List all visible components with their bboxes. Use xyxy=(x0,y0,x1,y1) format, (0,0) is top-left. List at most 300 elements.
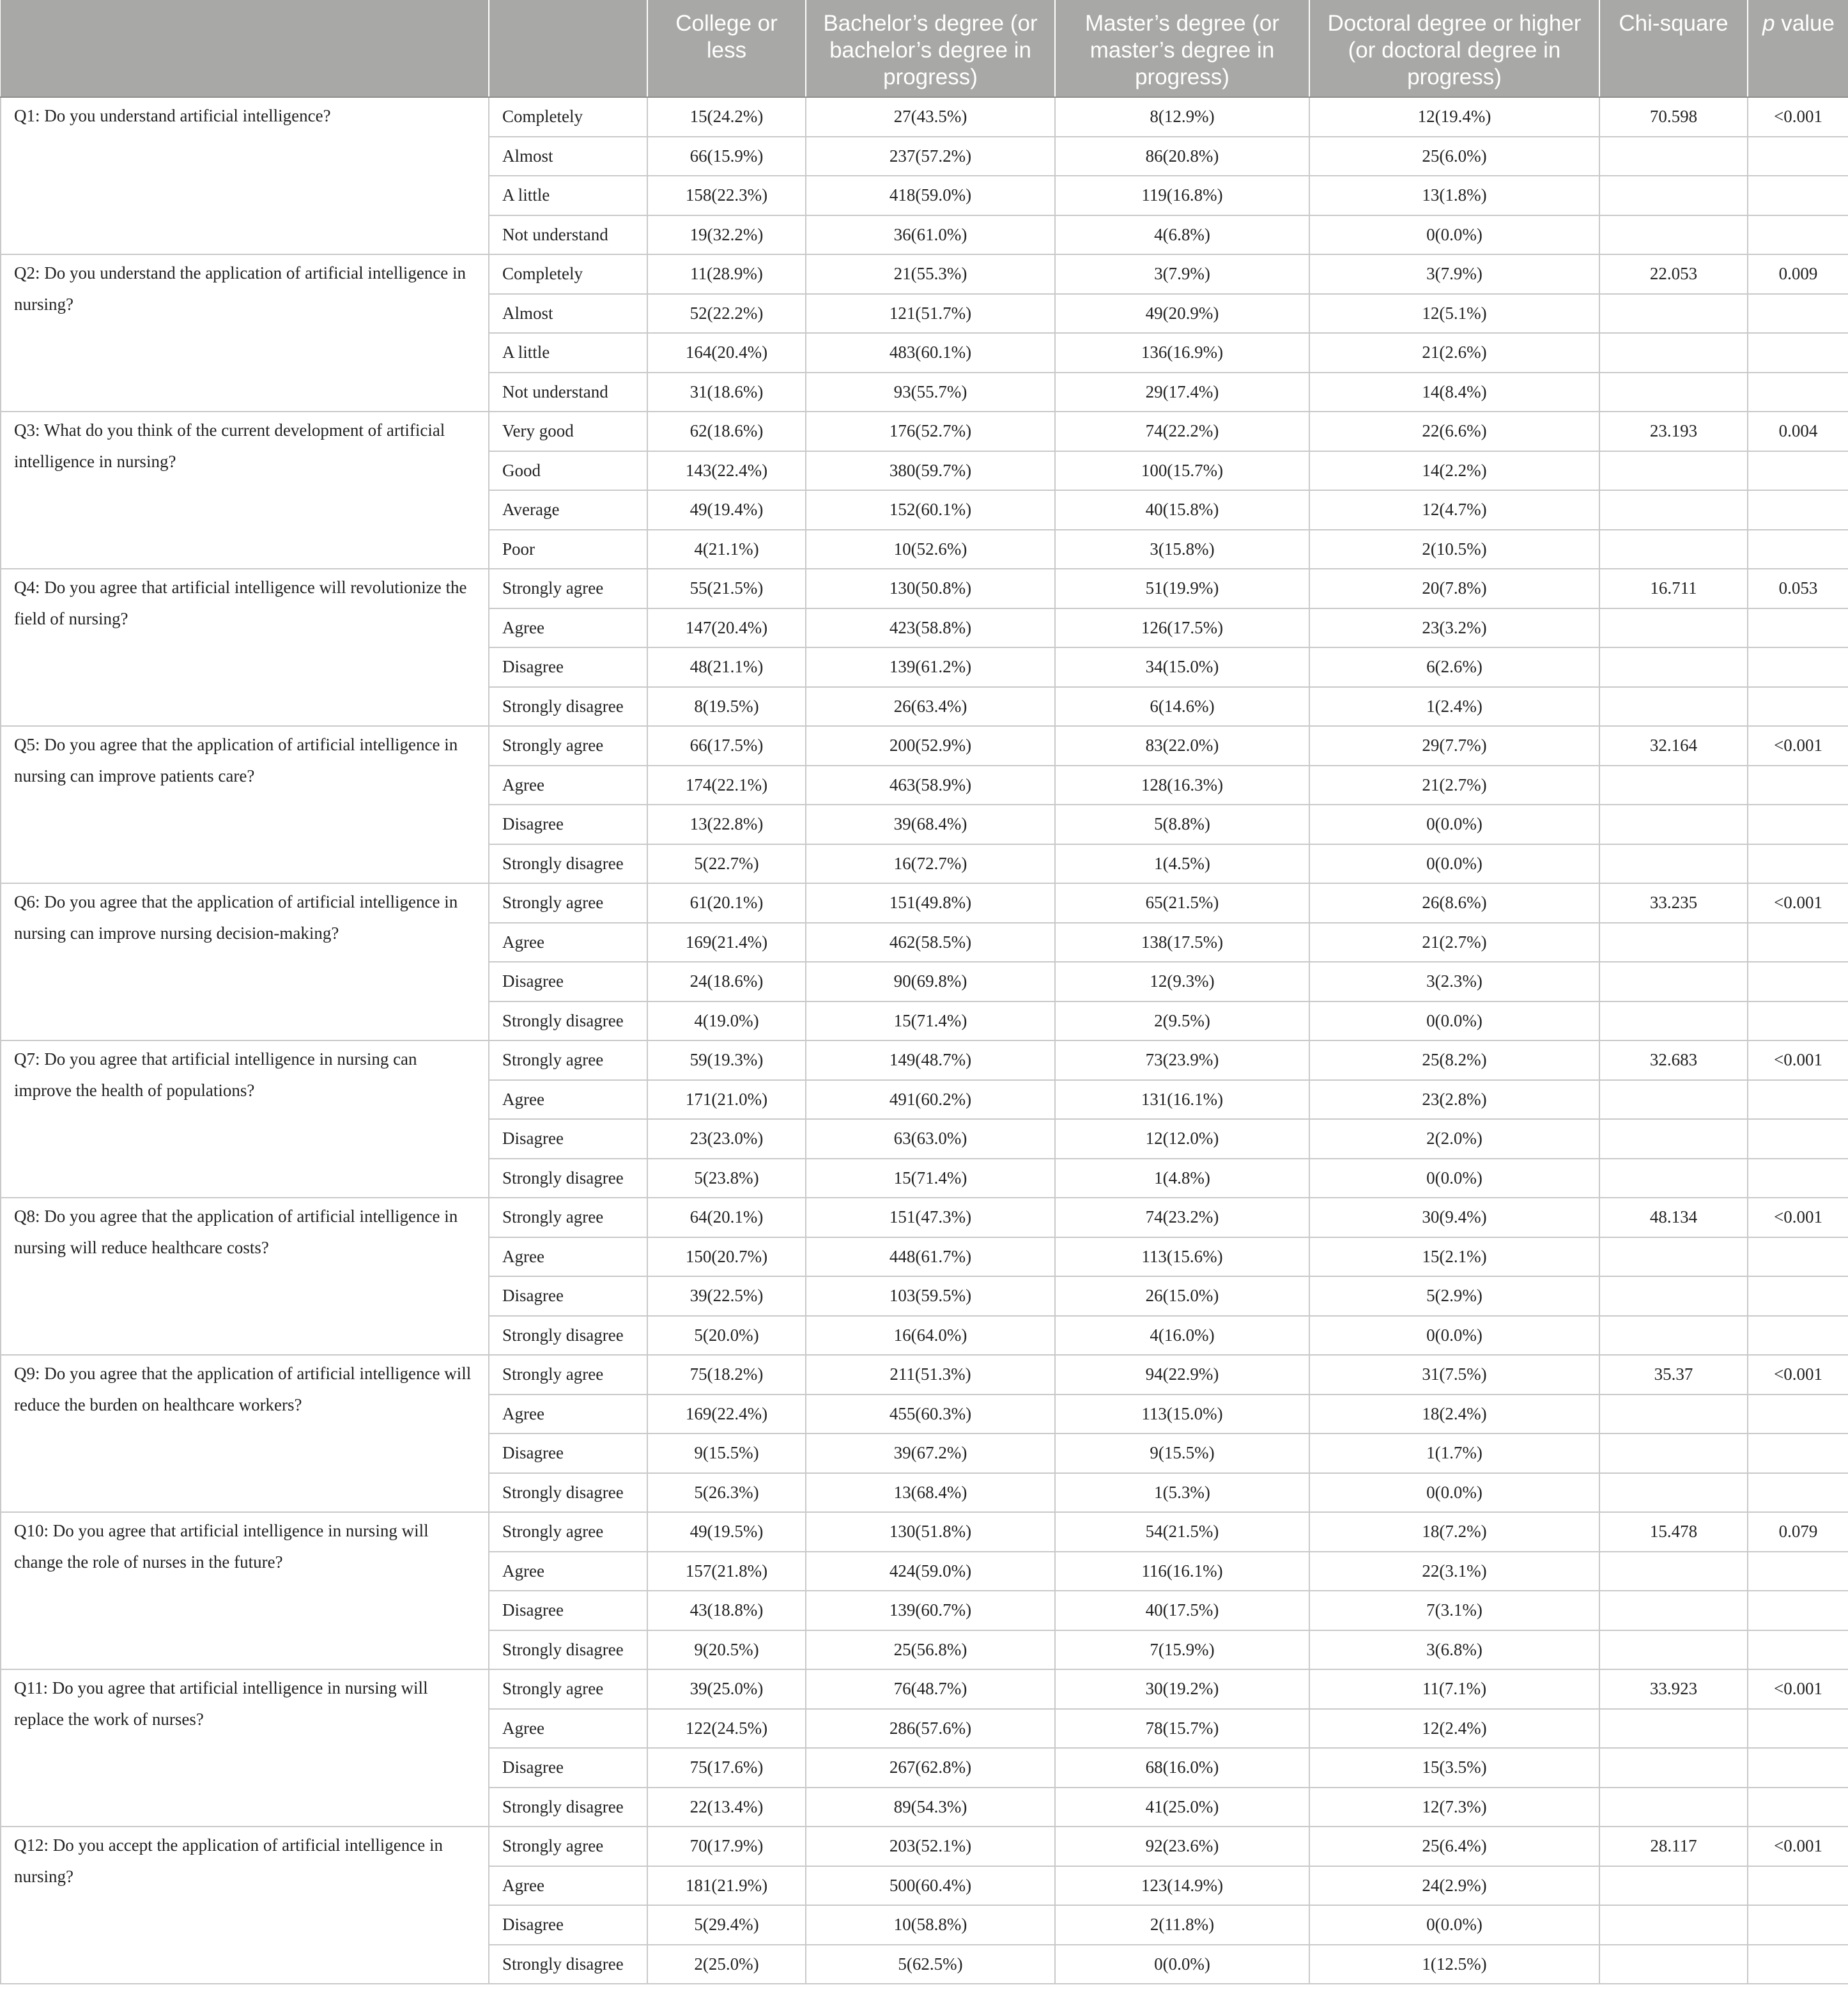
cell-college: 19(32.2%) xyxy=(647,215,806,255)
option-label: Completely xyxy=(489,97,647,137)
cell-master: 100(15.7%) xyxy=(1055,451,1309,491)
cell-chi-square: 32.164 xyxy=(1599,726,1748,766)
cell-chi-square: 33.235 xyxy=(1599,883,1748,923)
cell-college: 158(22.3%) xyxy=(647,176,806,215)
cell-bachelor: 90(69.8%) xyxy=(806,962,1055,1001)
cell-doctoral: 6(2.6%) xyxy=(1309,647,1599,687)
option-label: Not understand xyxy=(489,373,647,412)
cell-doctoral: 0(0.0%) xyxy=(1309,1159,1599,1198)
option-label: Strongly disagree xyxy=(489,1630,647,1670)
cell-p-value xyxy=(1748,1119,1848,1159)
cell-bachelor: 152(60.1%) xyxy=(806,490,1055,530)
cell-doctoral: 13(1.8%) xyxy=(1309,176,1599,215)
cell-chi-square xyxy=(1599,490,1748,530)
cell-doctoral: 24(2.9%) xyxy=(1309,1866,1599,1906)
cell-doctoral: 23(2.8%) xyxy=(1309,1080,1599,1120)
cell-master: 3(15.8%) xyxy=(1055,530,1309,569)
option-label: Strongly disagree xyxy=(489,1316,647,1356)
cell-doctoral: 0(0.0%) xyxy=(1309,844,1599,884)
cell-p-value xyxy=(1748,1905,1848,1945)
cell-college: 49(19.5%) xyxy=(647,1512,806,1552)
cell-master: 49(20.9%) xyxy=(1055,294,1309,334)
cell-doctoral: 12(4.7%) xyxy=(1309,490,1599,530)
cell-college: 164(20.4%) xyxy=(647,333,806,373)
cell-college: 4(21.1%) xyxy=(647,530,806,569)
cell-chi-square: 35.37 xyxy=(1599,1355,1748,1395)
option-label: Strongly agree xyxy=(489,883,647,923)
cell-college: 52(22.2%) xyxy=(647,294,806,334)
cell-master: 128(16.3%) xyxy=(1055,766,1309,805)
cell-doctoral: 26(8.6%) xyxy=(1309,883,1599,923)
cell-college: 5(26.3%) xyxy=(647,1473,806,1513)
option-label: Agree xyxy=(489,1237,647,1277)
cell-doctoral: 14(2.2%) xyxy=(1309,451,1599,491)
cell-college: 11(28.9%) xyxy=(647,254,806,294)
cell-bachelor: 151(47.3%) xyxy=(806,1198,1055,1237)
cell-master: 26(15.0%) xyxy=(1055,1276,1309,1316)
option-label: Strongly agree xyxy=(489,726,647,766)
cell-bachelor: 27(43.5%) xyxy=(806,97,1055,137)
cell-doctoral: 20(7.8%) xyxy=(1309,569,1599,608)
cell-chi-square xyxy=(1599,176,1748,215)
table-row xyxy=(1,254,1848,294)
cell-bachelor: 491(60.2%) xyxy=(806,1080,1055,1120)
cell-chi-square: 16.711 xyxy=(1599,569,1748,608)
cell-chi-square xyxy=(1599,1709,1748,1749)
cell-bachelor: 93(55.7%) xyxy=(806,373,1055,412)
cell-college: 2(25.0%) xyxy=(647,1945,806,1984)
cell-chi-square xyxy=(1599,1080,1748,1120)
option-label: Strongly disagree xyxy=(489,1788,647,1827)
cell-college: 143(22.4%) xyxy=(647,451,806,491)
cell-p-value xyxy=(1748,1080,1848,1120)
cell-doctoral: 3(6.8%) xyxy=(1309,1630,1599,1670)
option-label: Strongly disagree xyxy=(489,1945,647,1984)
cell-doctoral: 15(3.5%) xyxy=(1309,1748,1599,1788)
table-row xyxy=(1,569,1848,608)
cell-chi-square xyxy=(1599,1905,1748,1945)
cell-p-value: <0.001 xyxy=(1748,1040,1848,1080)
cell-chi-square xyxy=(1599,1473,1748,1513)
cell-chi-square xyxy=(1599,1434,1748,1473)
cell-master: 12(12.0%) xyxy=(1055,1119,1309,1159)
option-label: A little xyxy=(489,333,647,373)
cell-college: 39(22.5%) xyxy=(647,1276,806,1316)
option-label: Disagree xyxy=(489,1905,647,1945)
cell-p-value xyxy=(1748,844,1848,884)
cell-chi-square xyxy=(1599,333,1748,373)
cell-master: 86(20.8%) xyxy=(1055,137,1309,176)
cell-chi-square: 32.683 xyxy=(1599,1040,1748,1080)
cell-chi-square xyxy=(1599,1630,1748,1670)
question-text: Q9: Do you agree that the application of artificial intelligence will reduce the burden on healthcare workers? xyxy=(1,1355,489,1512)
cell-college: 59(19.3%) xyxy=(647,1040,806,1080)
option-label: Agree xyxy=(489,1709,647,1749)
cell-p-value xyxy=(1748,215,1848,255)
cell-bachelor: 15(71.4%) xyxy=(806,1001,1055,1041)
cell-college: 157(21.8%) xyxy=(647,1552,806,1591)
cell-master: 2(9.5%) xyxy=(1055,1001,1309,1041)
cell-college: 8(19.5%) xyxy=(647,687,806,727)
option-label: Disagree xyxy=(489,962,647,1001)
cell-doctoral: 1(2.4%) xyxy=(1309,687,1599,727)
cell-bachelor: 130(50.8%) xyxy=(806,569,1055,608)
header-master: Master’s degree (or master’s degree in progress) xyxy=(1055,0,1309,97)
cell-master: 78(15.7%) xyxy=(1055,1709,1309,1749)
cell-doctoral: 0(0.0%) xyxy=(1309,215,1599,255)
cell-doctoral: 11(7.1%) xyxy=(1309,1669,1599,1709)
table-row xyxy=(1,97,1848,137)
cell-bachelor: 25(56.8%) xyxy=(806,1630,1055,1670)
cell-bachelor: 103(59.5%) xyxy=(806,1276,1055,1316)
cell-chi-square xyxy=(1599,1866,1748,1906)
cell-master: 68(16.0%) xyxy=(1055,1748,1309,1788)
cell-master: 65(21.5%) xyxy=(1055,883,1309,923)
table-row xyxy=(1,1198,1848,1237)
cell-college: 61(20.1%) xyxy=(647,883,806,923)
cell-doctoral: 12(2.4%) xyxy=(1309,1709,1599,1749)
cell-master: 4(6.8%) xyxy=(1055,215,1309,255)
cell-doctoral: 3(2.3%) xyxy=(1309,962,1599,1001)
cell-master: 113(15.0%) xyxy=(1055,1395,1309,1434)
cell-master: 2(11.8%) xyxy=(1055,1905,1309,1945)
cell-bachelor: 149(48.7%) xyxy=(806,1040,1055,1080)
question-text: Q11: Do you agree that artificial intelligence in nursing will replace the work of nurses? xyxy=(1,1669,489,1827)
option-label: Disagree xyxy=(489,805,647,844)
cell-chi-square xyxy=(1599,1552,1748,1591)
cell-bachelor: 39(68.4%) xyxy=(806,805,1055,844)
cell-college: 9(20.5%) xyxy=(647,1630,806,1670)
cell-chi-square: 22.053 xyxy=(1599,254,1748,294)
cell-p-value xyxy=(1748,687,1848,727)
option-label: Not understand xyxy=(489,215,647,255)
option-label: Almost xyxy=(489,294,647,334)
option-label: Strongly disagree xyxy=(489,844,647,884)
cell-bachelor: 211(51.3%) xyxy=(806,1355,1055,1395)
cell-master: 1(5.3%) xyxy=(1055,1473,1309,1513)
cell-bachelor: 10(58.8%) xyxy=(806,1905,1055,1945)
cell-bachelor: 483(60.1%) xyxy=(806,333,1055,373)
cell-p-value xyxy=(1748,176,1848,215)
cell-master: 83(22.0%) xyxy=(1055,726,1309,766)
table-body xyxy=(1,97,1848,1984)
cell-chi-square xyxy=(1599,215,1748,255)
option-label: Strongly disagree xyxy=(489,1159,647,1198)
header-p-value xyxy=(1748,0,1848,97)
cell-doctoral: 30(9.4%) xyxy=(1309,1198,1599,1237)
cell-master: 136(16.9%) xyxy=(1055,333,1309,373)
cell-college: 174(22.1%) xyxy=(647,766,806,805)
cell-doctoral: 3(7.9%) xyxy=(1309,254,1599,294)
cell-p-value xyxy=(1748,1434,1848,1473)
cell-p-value: <0.001 xyxy=(1748,1827,1848,1866)
cell-college: 9(15.5%) xyxy=(647,1434,806,1473)
cell-bachelor: 151(49.8%) xyxy=(806,883,1055,923)
cell-master: 7(15.9%) xyxy=(1055,1630,1309,1670)
cell-college: 122(24.5%) xyxy=(647,1709,806,1749)
cell-bachelor: 76(48.7%) xyxy=(806,1669,1055,1709)
cell-bachelor: 176(52.7%) xyxy=(806,412,1055,451)
option-label: Agree xyxy=(489,1866,647,1906)
cell-p-value xyxy=(1748,1473,1848,1513)
cell-chi-square xyxy=(1599,294,1748,334)
table-row xyxy=(1,726,1848,766)
table-row xyxy=(1,1355,1848,1395)
cell-master: 131(16.1%) xyxy=(1055,1080,1309,1120)
cell-doctoral: 21(2.7%) xyxy=(1309,766,1599,805)
cell-p-value: <0.001 xyxy=(1748,1355,1848,1395)
cell-college: 66(17.5%) xyxy=(647,726,806,766)
option-label: Disagree xyxy=(489,1119,647,1159)
option-label: Very good xyxy=(489,412,647,451)
cell-p-value xyxy=(1748,1395,1848,1434)
cell-doctoral: 14(8.4%) xyxy=(1309,373,1599,412)
cell-bachelor: 500(60.4%) xyxy=(806,1866,1055,1906)
header-doctoral: Doctoral degree or higher (or doctoral degree in progress) xyxy=(1309,0,1599,97)
question-text: Q2: Do you understand the application of artificial intelligence in nursing? xyxy=(1,254,489,412)
cell-chi-square: 15.478 xyxy=(1599,1512,1748,1552)
cell-bachelor: 15(71.4%) xyxy=(806,1159,1055,1198)
cell-college: 75(17.6%) xyxy=(647,1748,806,1788)
cell-p-value: <0.001 xyxy=(1748,726,1848,766)
option-label: Almost xyxy=(489,137,647,176)
option-label: Strongly agree xyxy=(489,1198,647,1237)
cell-college: 66(15.9%) xyxy=(647,137,806,176)
cell-chi-square xyxy=(1599,1945,1748,1984)
cell-master: 1(4.8%) xyxy=(1055,1159,1309,1198)
cell-college: 150(20.7%) xyxy=(647,1237,806,1277)
cell-p-value xyxy=(1748,1237,1848,1277)
cell-doctoral: 25(8.2%) xyxy=(1309,1040,1599,1080)
cell-college: 62(18.6%) xyxy=(647,412,806,451)
cell-chi-square xyxy=(1599,1119,1748,1159)
cell-p-value xyxy=(1748,1788,1848,1827)
question-text: Q1: Do you understand artificial intelligence? xyxy=(1,97,489,254)
cell-chi-square: 48.134 xyxy=(1599,1198,1748,1237)
option-label: Agree xyxy=(489,1080,647,1120)
option-label: Agree xyxy=(489,608,647,648)
option-label: Agree xyxy=(489,1395,647,1434)
cell-chi-square xyxy=(1599,1395,1748,1434)
cell-bachelor: 13(68.4%) xyxy=(806,1473,1055,1513)
cell-master: 8(12.9%) xyxy=(1055,97,1309,137)
option-label: Strongly agree xyxy=(489,1040,647,1080)
option-label: A little xyxy=(489,176,647,215)
cell-doctoral: 2(10.5%) xyxy=(1309,530,1599,569)
option-label: Strongly agree xyxy=(489,569,647,608)
cell-college: 169(22.4%) xyxy=(647,1395,806,1434)
cell-chi-square: 33.923 xyxy=(1599,1669,1748,1709)
cell-doctoral: 12(19.4%) xyxy=(1309,97,1599,137)
cell-college: 70(17.9%) xyxy=(647,1827,806,1866)
cell-bachelor: 36(61.0%) xyxy=(806,215,1055,255)
cell-master: 116(16.1%) xyxy=(1055,1552,1309,1591)
cell-doctoral: 0(0.0%) xyxy=(1309,805,1599,844)
cell-master: 123(14.9%) xyxy=(1055,1866,1309,1906)
cell-doctoral: 1(1.7%) xyxy=(1309,1434,1599,1473)
question-text: Q4: Do you agree that artificial intelligence will revolutionize the field of nursing? xyxy=(1,569,489,726)
cell-doctoral: 7(3.1%) xyxy=(1309,1591,1599,1630)
cell-doctoral: 31(7.5%) xyxy=(1309,1355,1599,1395)
cell-chi-square xyxy=(1599,1316,1748,1356)
cell-p-value xyxy=(1748,766,1848,805)
header-college: College or less xyxy=(647,0,806,97)
cell-chi-square xyxy=(1599,451,1748,491)
cell-bachelor: 418(59.0%) xyxy=(806,176,1055,215)
cell-p-value xyxy=(1748,1552,1848,1591)
cell-chi-square xyxy=(1599,844,1748,884)
header-question xyxy=(1,0,489,97)
cell-master: 126(17.5%) xyxy=(1055,608,1309,648)
option-label: Completely xyxy=(489,254,647,294)
cell-chi-square xyxy=(1599,1159,1748,1198)
cell-p-value xyxy=(1748,608,1848,648)
cell-master: 51(19.9%) xyxy=(1055,569,1309,608)
option-label: Strongly disagree xyxy=(489,687,647,727)
cell-chi-square: 70.598 xyxy=(1599,97,1748,137)
header-p-italic: p xyxy=(1762,11,1775,36)
cell-college: 169(21.4%) xyxy=(647,923,806,962)
cell-college: 4(19.0%) xyxy=(647,1001,806,1041)
option-label: Disagree xyxy=(489,1591,647,1630)
cell-doctoral: 0(0.0%) xyxy=(1309,1316,1599,1356)
cell-chi-square xyxy=(1599,608,1748,648)
cell-chi-square xyxy=(1599,1591,1748,1630)
cell-college: 39(25.0%) xyxy=(647,1669,806,1709)
cell-p-value xyxy=(1748,333,1848,373)
option-label: Disagree xyxy=(489,647,647,687)
cell-chi-square xyxy=(1599,1001,1748,1041)
header-p-rest: value xyxy=(1775,11,1835,36)
cell-p-value xyxy=(1748,490,1848,530)
header-chi-square: Chi-square xyxy=(1599,0,1748,97)
cell-doctoral: 25(6.4%) xyxy=(1309,1827,1599,1866)
cell-master: 4(16.0%) xyxy=(1055,1316,1309,1356)
question-text: Q5: Do you agree that the application of artificial intelligence in nursing can improve patients care? xyxy=(1,726,489,883)
option-label: Strongly disagree xyxy=(489,1473,647,1513)
cell-college: 13(22.8%) xyxy=(647,805,806,844)
cell-doctoral: 21(2.7%) xyxy=(1309,923,1599,962)
cell-bachelor: 455(60.3%) xyxy=(806,1395,1055,1434)
table-row xyxy=(1,1669,1848,1709)
cell-p-value: 0.053 xyxy=(1748,569,1848,608)
cell-chi-square xyxy=(1599,137,1748,176)
cell-bachelor: 5(62.5%) xyxy=(806,1945,1055,1984)
cell-bachelor: 267(62.8%) xyxy=(806,1748,1055,1788)
question-text: Q3: What do you think of the current development of artificial intelligence in nursing? xyxy=(1,412,489,569)
cell-p-value xyxy=(1748,1748,1848,1788)
cell-master: 1(4.5%) xyxy=(1055,844,1309,884)
cell-doctoral: 29(7.7%) xyxy=(1309,726,1599,766)
cell-bachelor: 424(59.0%) xyxy=(806,1552,1055,1591)
option-label: Disagree xyxy=(489,1434,647,1473)
cell-chi-square xyxy=(1599,766,1748,805)
cell-college: 15(24.2%) xyxy=(647,97,806,137)
cell-bachelor: 203(52.1%) xyxy=(806,1827,1055,1866)
cell-doctoral: 18(7.2%) xyxy=(1309,1512,1599,1552)
cell-chi-square xyxy=(1599,530,1748,569)
option-label: Agree xyxy=(489,923,647,962)
cell-chi-square xyxy=(1599,962,1748,1001)
cell-p-value xyxy=(1748,1709,1848,1749)
cell-master: 9(15.5%) xyxy=(1055,1434,1309,1473)
cell-chi-square xyxy=(1599,923,1748,962)
cell-master: 119(16.8%) xyxy=(1055,176,1309,215)
cell-bachelor: 200(52.9%) xyxy=(806,726,1055,766)
table-row xyxy=(1,1040,1848,1080)
option-label: Average xyxy=(489,490,647,530)
cell-master: 138(17.5%) xyxy=(1055,923,1309,962)
cell-doctoral: 5(2.9%) xyxy=(1309,1276,1599,1316)
cell-p-value: <0.001 xyxy=(1748,1198,1848,1237)
cell-college: 23(23.0%) xyxy=(647,1119,806,1159)
cell-bachelor: 63(63.0%) xyxy=(806,1119,1055,1159)
cell-chi-square xyxy=(1599,1788,1748,1827)
cell-chi-square xyxy=(1599,373,1748,412)
option-label: Strongly agree xyxy=(489,1355,647,1395)
cell-master: 3(7.9%) xyxy=(1055,254,1309,294)
cell-college: 75(18.2%) xyxy=(647,1355,806,1395)
cell-college: 181(21.9%) xyxy=(647,1866,806,1906)
cell-master: 5(8.8%) xyxy=(1055,805,1309,844)
cell-master: 40(15.8%) xyxy=(1055,490,1309,530)
cell-bachelor: 21(55.3%) xyxy=(806,254,1055,294)
option-label: Agree xyxy=(489,1552,647,1591)
cell-college: 171(21.0%) xyxy=(647,1080,806,1120)
cell-p-value xyxy=(1748,1159,1848,1198)
cell-p-value: <0.001 xyxy=(1748,1669,1848,1709)
cell-master: 74(22.2%) xyxy=(1055,412,1309,451)
cell-bachelor: 463(58.9%) xyxy=(806,766,1055,805)
cell-bachelor: 448(61.7%) xyxy=(806,1237,1055,1277)
cell-master: 41(25.0%) xyxy=(1055,1788,1309,1827)
cell-college: 48(21.1%) xyxy=(647,647,806,687)
cell-college: 5(29.4%) xyxy=(647,1905,806,1945)
cell-p-value xyxy=(1748,294,1848,334)
cell-p-value xyxy=(1748,1945,1848,1984)
cell-p-value xyxy=(1748,1591,1848,1630)
cell-bachelor: 121(51.7%) xyxy=(806,294,1055,334)
option-label: Disagree xyxy=(489,1276,647,1316)
cell-master: 40(17.5%) xyxy=(1055,1591,1309,1630)
question-text: Q7: Do you agree that artificial intelligence in nursing can improve the health of populations? xyxy=(1,1040,489,1198)
cell-chi-square xyxy=(1599,687,1748,727)
cell-bachelor: 130(51.8%) xyxy=(806,1512,1055,1552)
cell-master: 54(21.5%) xyxy=(1055,1512,1309,1552)
cell-doctoral: 15(2.1%) xyxy=(1309,1237,1599,1277)
cell-college: 49(19.4%) xyxy=(647,490,806,530)
cell-p-value: <0.001 xyxy=(1748,97,1848,137)
cell-bachelor: 26(63.4%) xyxy=(806,687,1055,727)
cell-chi-square xyxy=(1599,1276,1748,1316)
cell-doctoral: 22(6.6%) xyxy=(1309,412,1599,451)
cell-college: 31(18.6%) xyxy=(647,373,806,412)
cell-doctoral: 18(2.4%) xyxy=(1309,1395,1599,1434)
cell-bachelor: 16(64.0%) xyxy=(806,1316,1055,1356)
option-label: Strongly agree xyxy=(489,1669,647,1709)
cell-bachelor: 139(60.7%) xyxy=(806,1591,1055,1630)
cell-doctoral: 0(0.0%) xyxy=(1309,1001,1599,1041)
cell-p-value xyxy=(1748,137,1848,176)
table-header xyxy=(1,0,1848,97)
cell-college: 5(20.0%) xyxy=(647,1316,806,1356)
cell-bachelor: 380(59.7%) xyxy=(806,451,1055,491)
cell-master: 29(17.4%) xyxy=(1055,373,1309,412)
cell-master: 0(0.0%) xyxy=(1055,1945,1309,1984)
cell-p-value xyxy=(1748,1001,1848,1041)
cell-college: 43(18.8%) xyxy=(647,1591,806,1630)
cell-master: 73(23.9%) xyxy=(1055,1040,1309,1080)
